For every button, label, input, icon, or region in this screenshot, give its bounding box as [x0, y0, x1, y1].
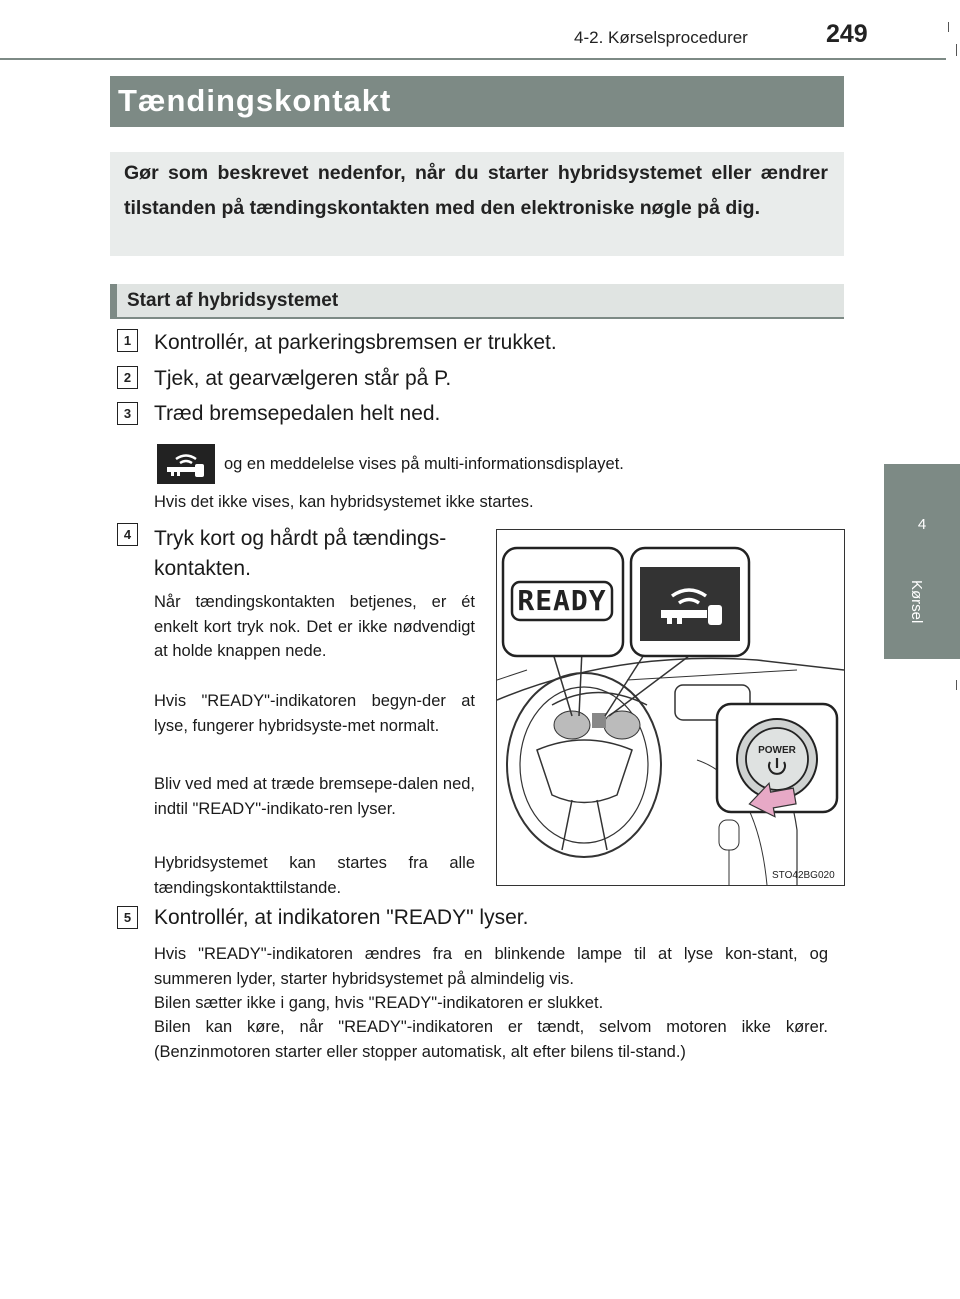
step-text: Kontrollér, at indikatoren "READY" lyser.: [154, 906, 529, 929]
page-number: 249: [826, 20, 868, 48]
step-number: 4: [117, 523, 138, 546]
step4-note: Bliv ved med at træde bremsepe-dalen ned, indtil "READY"-indikato-ren lyser.: [154, 775, 476, 818]
chapter-number: 4: [917, 516, 927, 533]
step-text: Kontrollér, at parkeringsbremsen er trukket.: [154, 331, 557, 354]
step-text: Tjek, at gearvælgeren står på P.: [154, 367, 452, 390]
step-number: 1: [117, 329, 138, 352]
intro-text: Gør som beskrevet nedenfor, når du starter hybridsystemet eller ændrer tilstanden på tændingskontakten med den elektroniske nøgle på dig.: [124, 162, 828, 219]
illustration-code: STO42BG020: [772, 870, 835, 881]
step5-note: Bilen kan køre, når "READY"-indikatoren er tændt, selvom motoren ikke kører. (Benzinmotoren starter eller stopper automatisk, alt efter bilens til-stand.): [154, 1018, 828, 1061]
step-text: Træd bremsepedalen helt ned.: [154, 402, 441, 425]
warning-text: Hvis det ikke vises, kan hybridsystemet ikke startes.: [154, 493, 534, 511]
step-number: 5: [117, 906, 138, 929]
ready-indicator: READY: [517, 584, 607, 617]
chapter-tab: [884, 464, 960, 659]
chapter-label: Kørsel: [908, 580, 925, 624]
power-label: POWER: [758, 745, 796, 756]
key-indicator-icon: [157, 444, 215, 484]
header-rule: [0, 58, 946, 60]
step-text: Tryk kort og hårdt på tændings-kontakten.: [154, 527, 447, 580]
step-number: 3: [117, 402, 138, 425]
crop-mark: [956, 44, 957, 56]
step4-note: Når tændingskontakten betjenes, er ét enkelt kort tryk nok. Det er ikke nødvendigt at holde knappen nede.: [154, 593, 475, 660]
section-title: 4-2. Kørselsprocedurer: [574, 28, 748, 47]
step5-note: Hvis "READY"-indikatoren ændres fra en blinkende lampe til at lyse kon-stant, og summeren lyder, starter hybridsystemet på almindelig vis.: [154, 945, 828, 988]
step4-note: Hybridsystemet kan startes fra alle tændingskontakttilstande.: [154, 854, 475, 897]
crop-mark: [956, 680, 957, 690]
subheading: Start af hybridsystemet: [127, 290, 339, 311]
crop-mark: [948, 22, 949, 32]
step4-note: Hvis "READY"-indikatoren begyn-der at lyse, fungerer hybridsyste-met normalt.: [154, 692, 475, 735]
dashboard-illustration: [496, 529, 845, 886]
step-number: 2: [117, 366, 138, 389]
step5-note: Bilen sætter ikke i gang, hvis "READY"-indikatoren er slukket.: [154, 994, 604, 1012]
page-title: Tændingskontakt: [118, 83, 392, 118]
indicator-text: og en meddelelse vises på multi-informationsdisplayet.: [224, 455, 624, 473]
subheading-accent: [110, 284, 117, 319]
